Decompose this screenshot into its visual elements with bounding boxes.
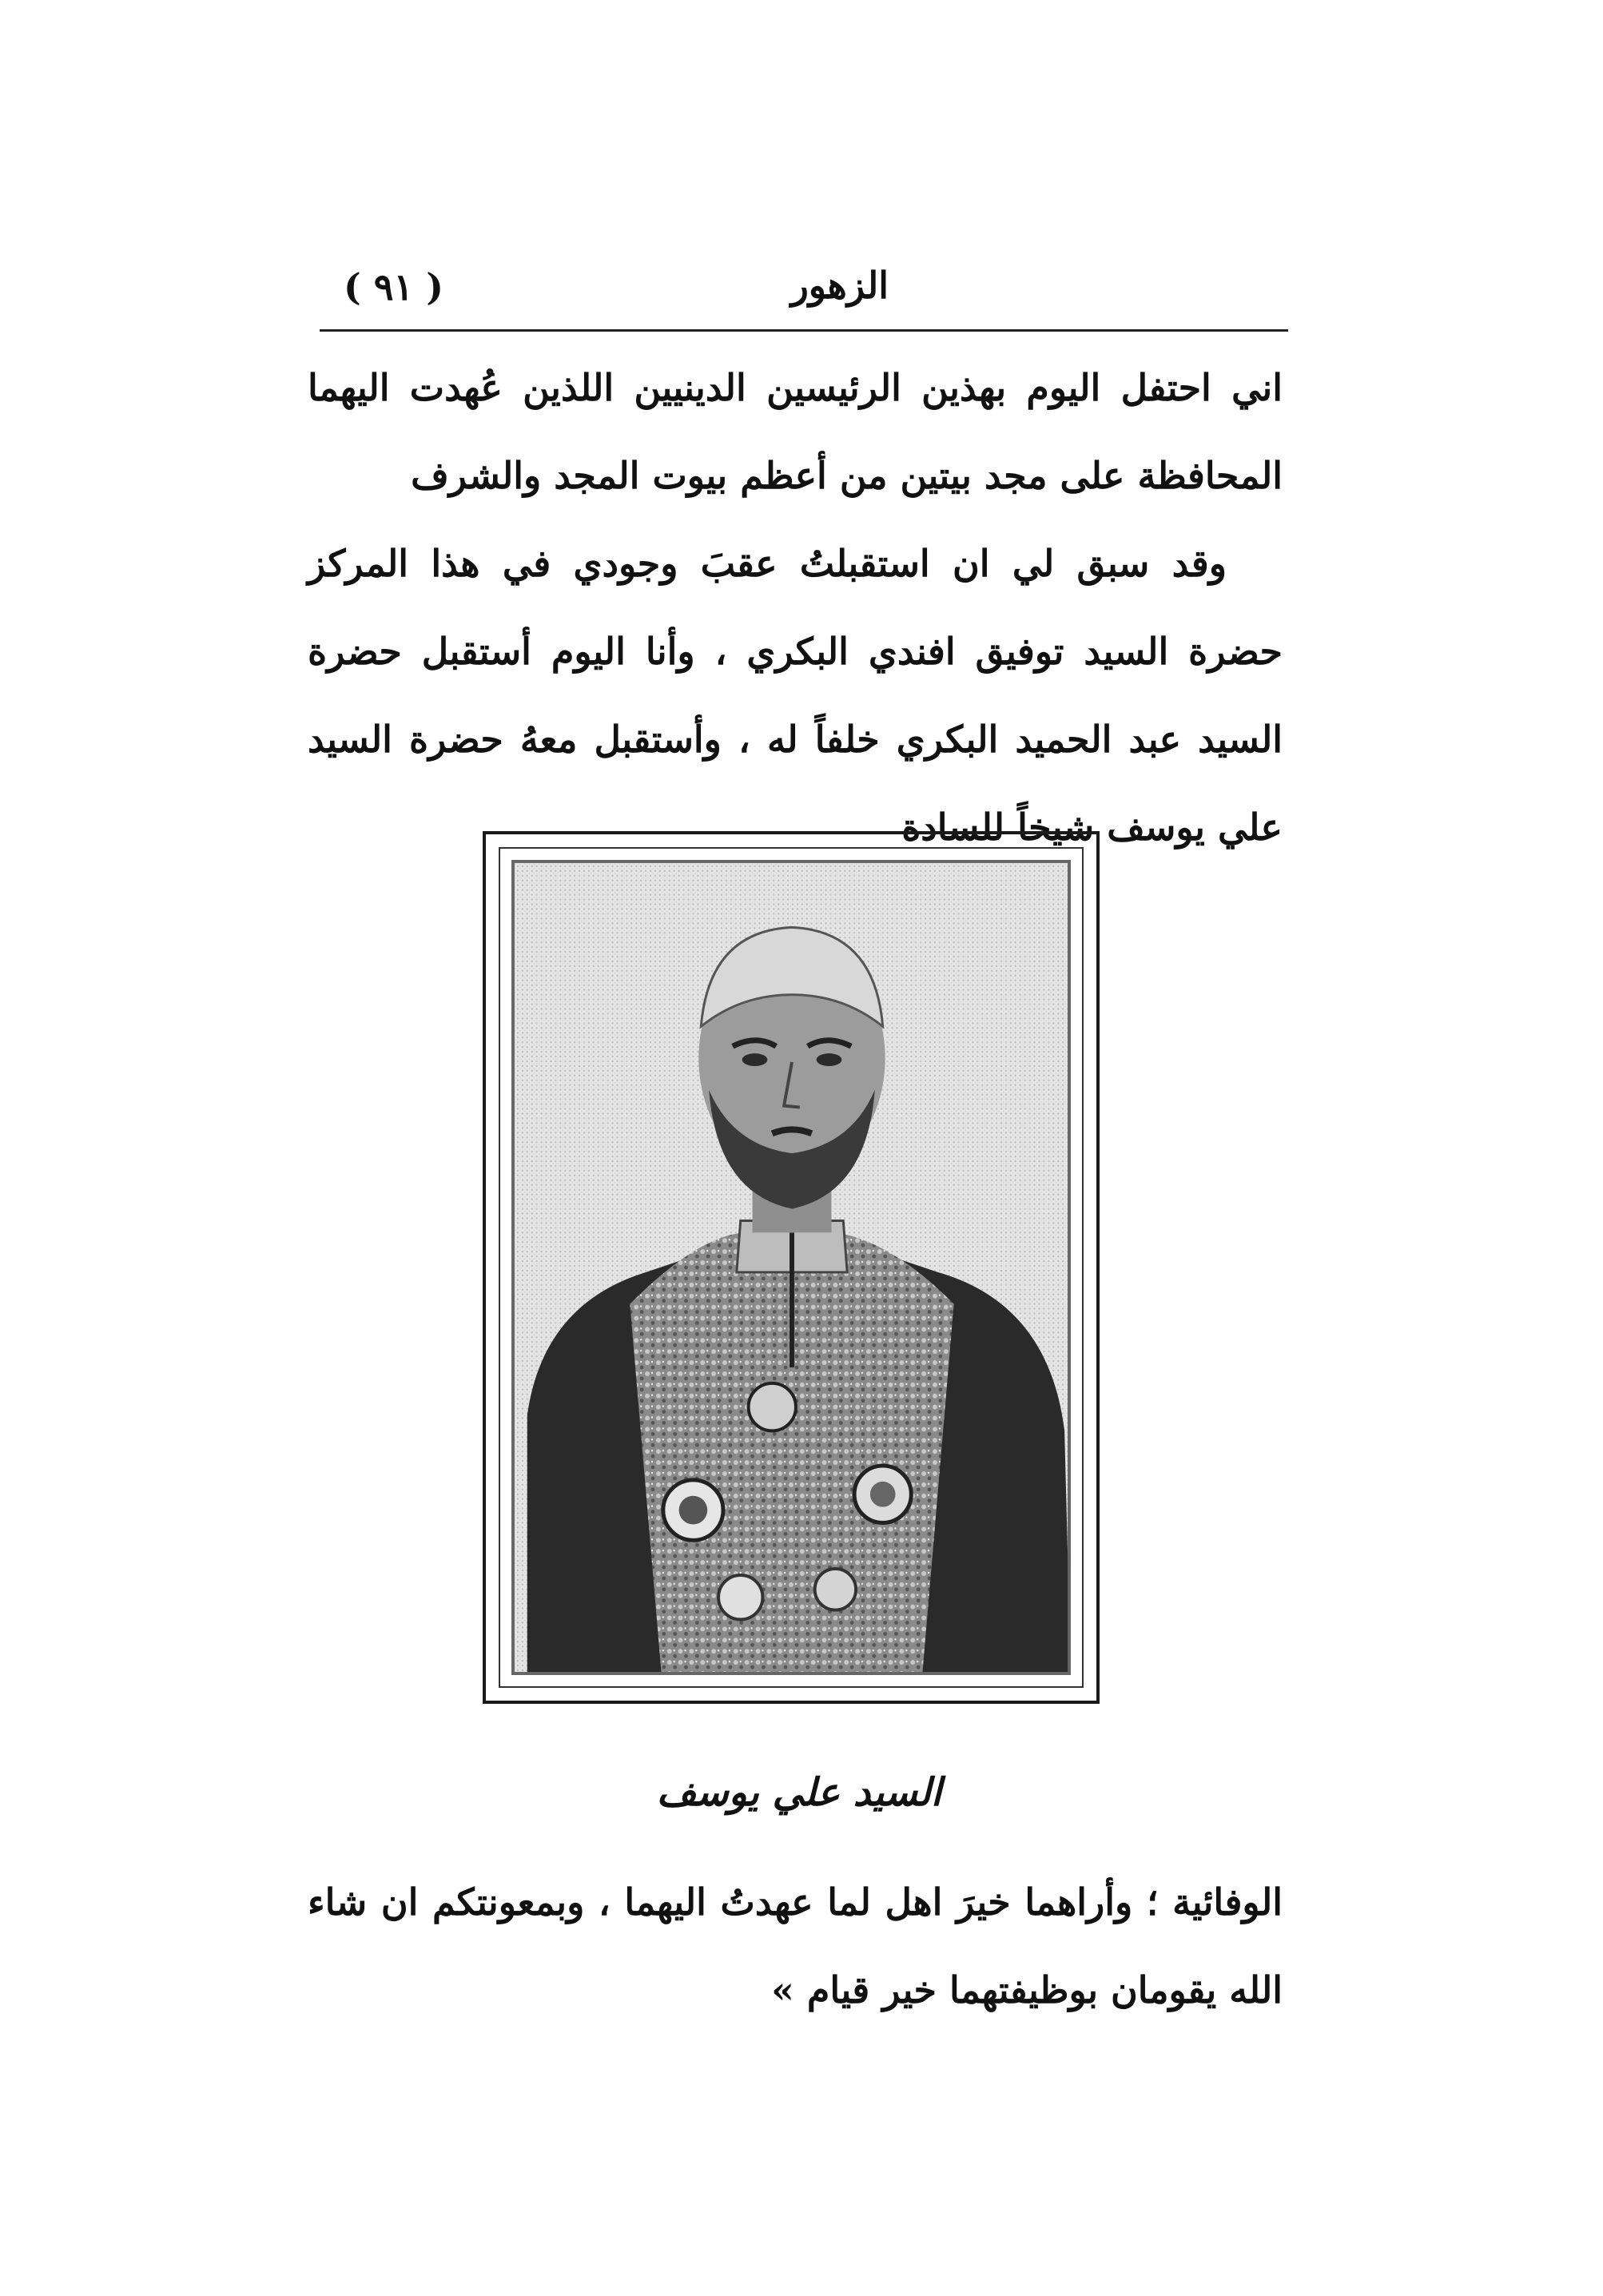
- page-number: ( ٩١ ): [344, 265, 444, 308]
- paragraph-1: اني احتفل اليوم بهذين الرئيسين الدينيين اللذين عُهدت اليهما المحافظة على مجد بيتين من أعظم بيوت المجد والشرف: [308, 366, 1283, 497]
- portrait-drawing: [511, 860, 1071, 1675]
- running-title: الزهور: [790, 264, 889, 307]
- header-rule: [320, 329, 1288, 332]
- portrait-frame: [483, 831, 1100, 1704]
- paragraph-2: [308, 519, 1283, 871]
- portrait-caption: السيد علي يوسف: [656, 1770, 942, 1815]
- paragraph-3: الوفائية ؛ وأراهما خيرَ اهل لما عهدتُ اليهما ، وبمعونتكم ان شاء الله يقومان بوظيفتهما خير قيام »: [308, 1880, 1283, 2011]
- portrait-photo: [511, 860, 1071, 1675]
- page-header: [320, 264, 1288, 328]
- paragraph-2-text: وقد سبق لي ان استقبلتُ عقبَ وجودي في هذا المركز حضرة السيد توفيق افندي البكري ، وأنا اليوم أستقبل حضرة السيد عبد الحميد البكري خلفاً له ، وأستقبل معهُ حضرة السيد علي يوسف شيخاً للسادة: [308, 542, 1283, 849]
